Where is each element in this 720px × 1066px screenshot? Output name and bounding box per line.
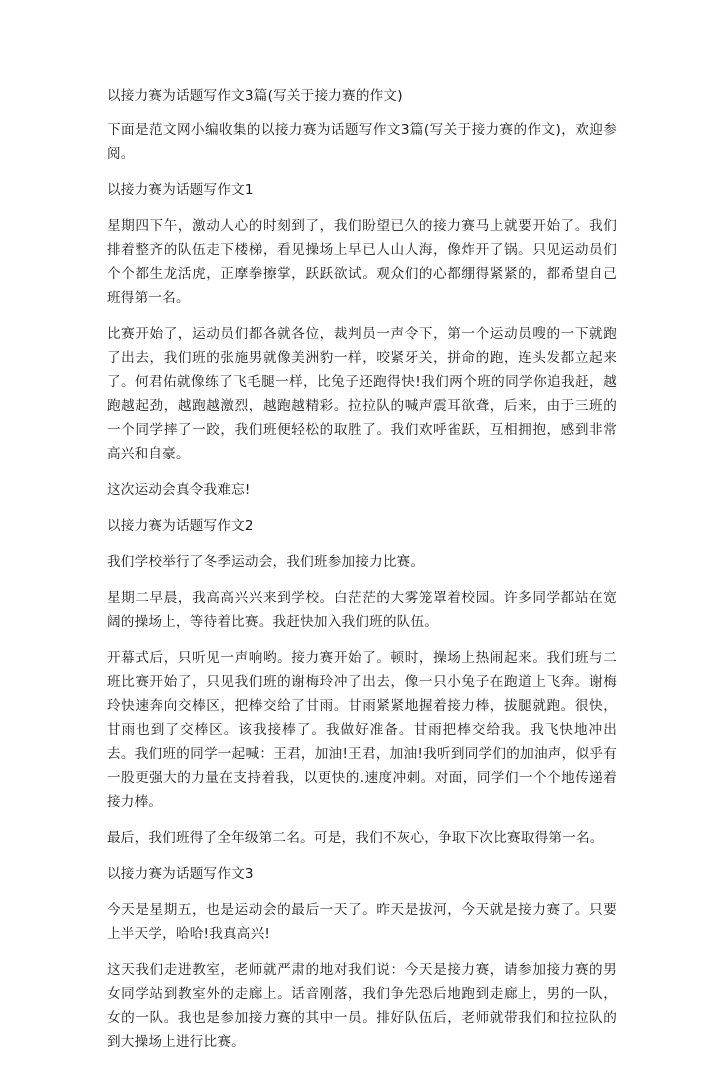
section-heading-3: 以接力赛为话题写作文3 — [107, 866, 254, 882]
paragraph: 星期二早晨，我高高兴兴来到学校。白茫茫的大雾笼罩着校园。许多同学都站在宽阔的操场上，等待着比赛。我赶快加入我们班的队伍。 — [107, 590, 617, 630]
paragraph: 星期四下午，激动人心的时刻到了，我们盼望已久的接力赛马上就要开始了。我们排着整齐的队伍走下楼梯，看见操场上早已人山人海，像炸开了锅。只见运动员们个个都生龙活虎，正摩拳擦掌，跃跃欲试。观众们的心都绷得紧紧的，都希望自己班得第一名。 — [107, 218, 617, 306]
paragraph: 这天我们走进教室，老师就严肃的地对我们说：今天是接力赛，请参加接力赛的男女同学站到教室外的走廊上。话音刚落，我们争先恐后地跑到走廊上，男的一队，女的一队。我也是参加接力赛的其中一员。排好队伍后，老师就带我们和拉拉队的到大操场上进行比赛。 — [107, 962, 617, 1050]
paragraph: 比赛开始了，运动员们都各就各位，裁判员一声令下，第一个运动员嗖的一下就跑了出去，我们班的张施男就像美洲豹一样，咬紧牙关，拼命的跑，连头发都立起来了。何君佑就像练了飞毛腿一样，比兔子还跑得快!我们两个班的同学你追我赶，越跑越起劲，越跑越激烈，越跑越精彩。拉拉队的喊声震耳欲聋，后来，由于三班的一个同学摔了一跤，我们班便轻松的取胜了。我们欢呼雀跃，互相拥抱，感到非常高兴和自豪。 — [107, 326, 617, 462]
paragraph: 今天是星期五，也是运动会的最后一天了。昨天是拔河，今天就是接力赛了。只要上半天学，哈哈!我真高兴! — [107, 902, 617, 942]
paragraph: 开幕式后，只听见一声响哟。接力赛开始了。顿时，操场上热闹起来。我们班与二班比赛开始了，只见我们班的谢梅玲冲了出去，像一只小兔子在跑道上飞奔。谢梅玲快速奔向交棒区，把棒交给了甘雨。甘雨紧紧地握着接力棒，拔腿就跑。很快，甘雨也到了交棒区。该我接棒了。我做好准备。甘雨把棒交给我。我飞快地冲出去。我们班的同学一起喊：王君，加油!王君，加油!我听到同学们的加油声，似乎有一股更强大的力量在支持着我，以更快的.速度冲刺。对面，同学们一个个地传递着接力棒。 — [107, 650, 617, 810]
intro-paragraph: 下面是范文网小编收集的以接力赛为话题写作文3篇(写关于接力赛的作文)，欢迎参阅。 — [107, 122, 617, 162]
document-title: 以接力赛为话题写作文3篇(写关于接力赛的作文) — [107, 88, 403, 104]
section-heading-1: 以接力赛为话题写作文1 — [107, 182, 254, 198]
paragraph: 我们学校举行了冬季运动会，我们班参加接力比赛。 — [107, 554, 425, 570]
document-content — [107, 84, 617, 1066]
paragraph: 最后，我们班得了全年级第二名。可是，我们不灰心，争取下次比赛取得第一名。 — [107, 830, 604, 846]
paragraph: 这次运动会真令我难忘! — [107, 482, 251, 498]
section-heading-2: 以接力赛为话题写作文2 — [107, 518, 254, 534]
